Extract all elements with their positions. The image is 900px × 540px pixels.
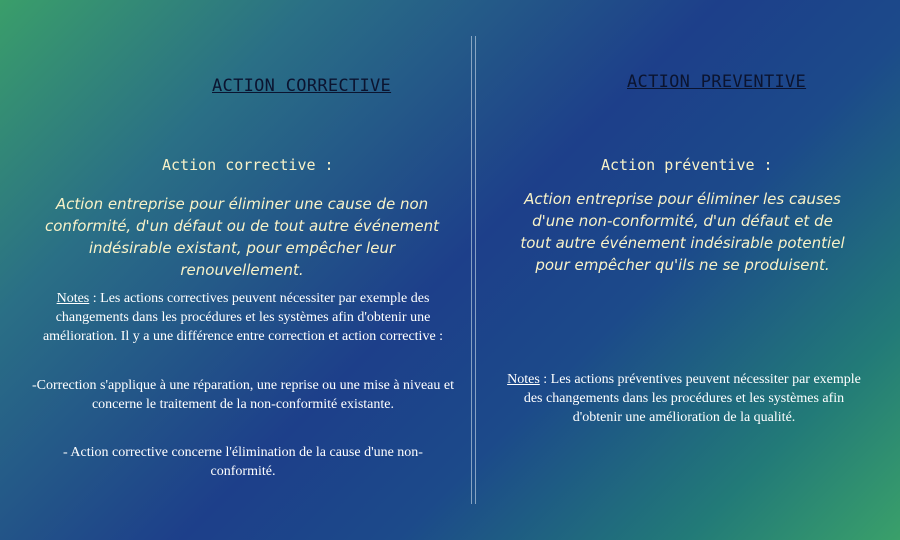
- right-subheading: Action préventive :: [601, 156, 773, 174]
- right-heading: ACTION PREVENTIVE: [627, 72, 807, 92]
- right-definition: Action entreprise pour éliminer les causes d'une non-conformité, d'un défaut et de tout autre événement indésirable potentiel pour empêcher qu'ils ne se produisent.: [520, 190, 845, 274]
- left-notes-label: Notes: [56, 291, 90, 306]
- left-notes: [28, 289, 458, 346]
- left-notes-text: : Les actions correctives peuvent nécessiter par exemple des changements dans les procédures et les systèmes afin d'obtenir une amélioration. Il y a une différence entre correction et action corrective :: [42, 291, 444, 344]
- left-heading: ACTION CORRECTIVE: [212, 76, 392, 96]
- left-point-action-corrective: - Action corrective concerne l'élimination de la cause d'une non-conformité.: [63, 445, 423, 479]
- right-notes-text: : Les actions préventives peuvent nécessiter par exemple des changements dans les procédures et les systèmes afin d'obtenir une amélioration de la qualité.: [523, 372, 861, 425]
- left-subheading: Action corrective :: [162, 156, 334, 174]
- right-notes-label: Notes: [507, 372, 540, 387]
- column-divider: [471, 36, 476, 504]
- right-notes: [500, 370, 868, 427]
- left-point-correction: -Correction s'applique à une réparation, une reprise ou une mise à niveau et concerne le traitement de la non-conformité existante.: [32, 378, 454, 412]
- left-definition: Action entreprise pour éliminer une cause de non conformité, d'un défaut ou de tout autre événement indésirable existant, pour empêcher leur renouvellement.: [44, 195, 439, 279]
